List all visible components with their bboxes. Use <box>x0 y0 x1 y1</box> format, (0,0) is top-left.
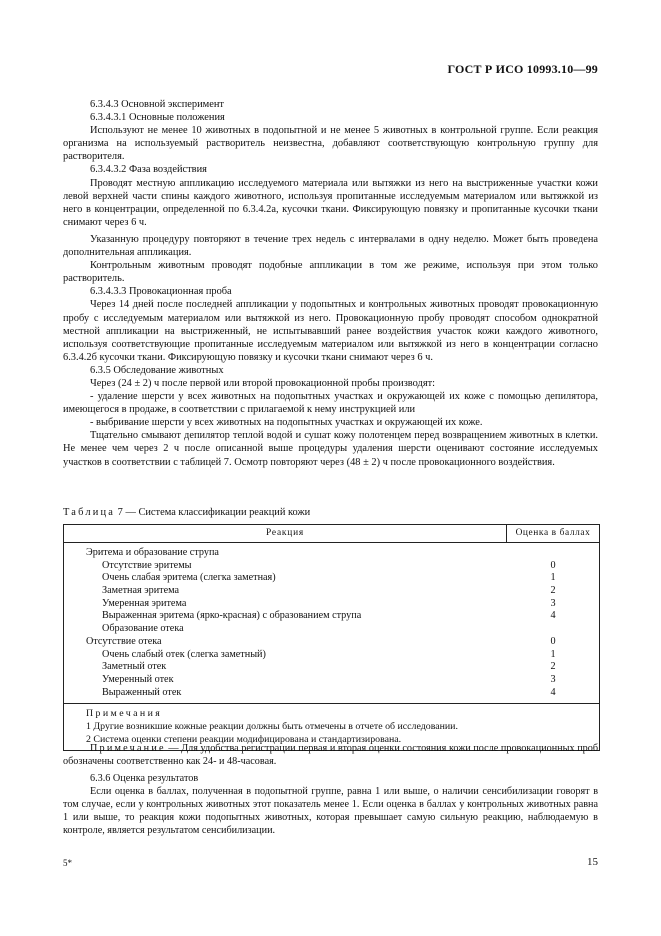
paragraph: Если оценка в баллах, полученная в подопытной группе, равна 1 или выше, о наличии сенсибилизации говорят в том случае, если у контрольных животных этот показатель менее 1. Если оценка в баллах у контрольных животных равна 1 или выше, то реакция кожи подопытных животных, которая превышает самую сильную реакцию, наблюдаемую в контроле, является результатом сенсибилизации. <box>63 786 598 836</box>
section-heading: 6.3.4.3 Основной эксперимент <box>90 99 224 110</box>
table-row-label: Заметная эритема <box>102 585 180 597</box>
note-item: 1 Другие возникшие кожные реакции должны быть отмечены в отчете об исследовании. <box>86 721 458 733</box>
table-row-score: 3 <box>550 597 556 609</box>
table-header <box>64 525 599 543</box>
note-item: 2 Система оценки степени реакции модифицирована и стандартизирована. <box>86 734 402 746</box>
table-row-label: Очень слабая эритема (слегка заметная) <box>102 572 276 584</box>
reaction-column <box>64 547 507 699</box>
score-column <box>507 547 599 699</box>
table-row-score: 2 <box>550 585 556 597</box>
list-item: - выбривание шерсти у всех животных на подопытных участках и окружающей их коже. <box>90 417 483 429</box>
paragraph: Используют не менее 10 животных в подопытной и не менее 5 животных в контрольной группе. Если реакция организма на используемый растворитель неизвестна, добавляют соответствующую контрольную группу для растворителя. <box>63 125 598 163</box>
sheet-mark: 5* <box>63 858 72 868</box>
page-number: 15 <box>587 856 598 868</box>
section-heading: 6.3.6 Оценка результатов <box>90 773 199 784</box>
table-row-score: 2 <box>550 661 556 673</box>
table-row-label: Умеренная эритема <box>102 597 187 609</box>
table-row-label: Выраженная эритема (ярко-красная) с образованием струпа <box>102 610 362 622</box>
table-body <box>64 543 599 704</box>
note-text: — Для удобства регистрации первая и вторая оценки состояния кожи после провокационных проб обозначены соответственно как 24- и 48-часовая. <box>63 743 599 767</box>
section-heading: 6.3.5 Обследование животных <box>90 364 224 376</box>
table-row-score: 1 <box>550 648 556 660</box>
paragraph: Проводят местную аппликацию исследуемого материала или вытяжки из него на выстриженные участки кожи левой верхней части спины каждого животного, используя пропитанные исследуемым материалом или вытяжкой из него в концентрации, определенной по 6.3.4.2а, кусочки ткани. Фиксирующую повязку и пропитанные кусочки ткани снимают через 6 ч. <box>63 177 598 228</box>
group-title: Эритема и образование струпа <box>86 547 219 558</box>
table-row-score: 4 <box>550 686 556 698</box>
subsection-heading: 6.3.4.3.3 Провокационная проба <box>90 286 232 298</box>
table-row-label: Умеренный отек <box>102 673 174 685</box>
table-row-label: Выраженный отек <box>102 686 182 698</box>
list-item: - удаление шерсти у всех животных на подопытных участках и окружающей их коже с помощью депилятора, имеющегося в продаже, в соответствии с прилагаемой к нему инструкцией или <box>63 391 598 416</box>
table-row-score: 0 <box>550 635 556 647</box>
table-row-score-empty <box>507 623 599 636</box>
after-table-text <box>63 742 598 837</box>
paragraph: Указанную процедуру повторяют в течение трех недель с интервалами в одну неделю. Может быть проведена дополнительная аппликация. <box>63 233 598 259</box>
table-row-score: 1 <box>550 572 556 584</box>
note-paragraph <box>63 742 598 768</box>
table-caption <box>63 507 310 518</box>
paragraph: Через (24 ± 2) ч после первой или второй провокационной пробы производят: <box>90 377 436 389</box>
paragraph: Тщательно смывают депилятор теплой водой и сушат кожу полотенцем перед возвращением животных в клетки. Не менее чем через 2 ч после описанной выше процедуры удаления шерсти оценивают состояние исследуемых участков в соответствии с таблицей 7. Осмотр повторяют через (48 ± 2) ч после провокационного воздействия. <box>63 430 598 468</box>
notes-title: Примечания <box>86 708 163 720</box>
table-caption-text: 7 — Система классификации реакций кожи <box>117 507 311 518</box>
table-row-score: 4 <box>550 610 556 622</box>
column-header-reaction: Реакция <box>265 528 305 539</box>
note-word: Примечание <box>90 743 166 754</box>
table-row-label: Очень слабый отек (слегка заметный) <box>102 648 266 660</box>
column-header-score: Оценка в баллах <box>506 525 599 542</box>
table-row-label: Отсутствие отека <box>86 635 162 647</box>
standard-id: ГОСТ Р ИСО 10993.10—99 <box>447 62 598 76</box>
group-title: Образование отека <box>102 623 184 635</box>
table-row-label: Заметный отек <box>102 661 167 673</box>
table-row-score: 0 <box>550 559 556 571</box>
table-caption-word: Таблица <box>63 507 116 518</box>
table-row-label: Отсутствие эритемы <box>102 559 192 571</box>
subsection-heading: 6.3.4.3.2 Фаза воздействия <box>90 164 207 176</box>
table-row-score: 3 <box>550 673 556 685</box>
body-text <box>63 98 598 469</box>
reaction-table <box>63 524 600 751</box>
subsection-heading: 6.3.4.3.1 Основные положения <box>90 112 225 124</box>
paragraph: Контрольным животным проводят подобные аппликации в том же режиме, используя при этом только растворитель. <box>63 260 598 285</box>
paragraph: Через 14 дней после последней аппликации у подопытных и контрольных животных проводят провокационную пробу с исследуемым материалом или вытяжкой из него. Провокационную пробу проводят способом однократной местной аппликации на выстриженный, не испытывавший ранее воздействия участок кожи каждого животного, используя соответствующие пропитанные исследуемым материалом или вытяжкой из него в концентрации согласно 6.3.4.2б кусочки ткани. Фиксирующую повязку и кусочки ткани снимают через 6 ч. <box>63 299 598 363</box>
